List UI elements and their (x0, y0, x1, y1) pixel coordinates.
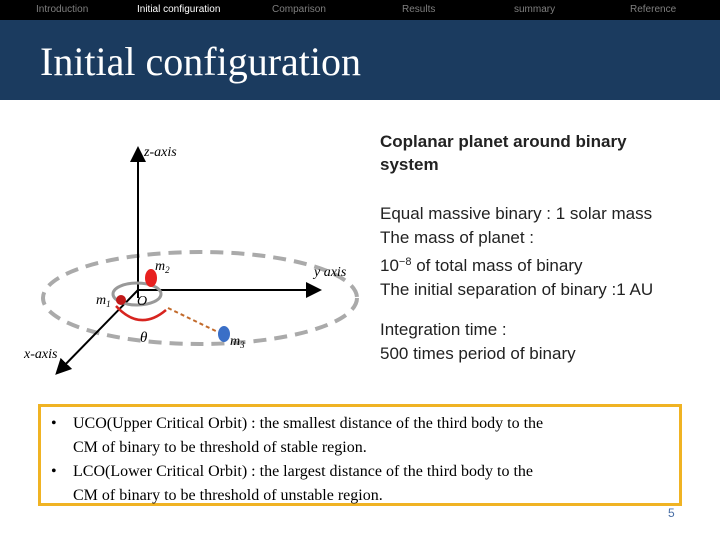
bullet-uco-line2: CM of binary to be threshold of stable region. (73, 439, 367, 456)
m3-label: $m_3$ (230, 334, 245, 350)
bullet-uco-line1: UCO(Upper Critical Orbit) : the smallest distance of the third body to the (73, 415, 544, 432)
z-axis-label: z-axis (144, 145, 177, 160)
configuration-info (380, 130, 710, 366)
info-heading-line2: system (380, 155, 439, 174)
planet-mass-rest: of total mass of binary (411, 256, 583, 275)
info-binary-mass: Equal massive binary : 1 solar mass (380, 204, 653, 223)
bullet-lco-text (73, 460, 673, 508)
m3-body (218, 326, 230, 342)
info-planet-mass-label: The mass of planet : (380, 228, 535, 247)
bullet-dot: • (51, 463, 57, 480)
nav-item-summary[interactable]: summary (514, 4, 556, 15)
m2-label: $m_2$ (155, 259, 170, 275)
info-heading-line1: Coplanar planet around binary (380, 132, 627, 151)
outer-orbit (43, 252, 357, 344)
m1-label: $m_1$ (96, 293, 111, 309)
bullet-lco-line2: CM of binary to be threshold of unstable region. (73, 487, 383, 504)
theta-label: θ (140, 330, 148, 346)
info-planet-mass-value (380, 250, 710, 278)
planet-mass-base: 10 (380, 256, 399, 275)
origin-label: O (137, 294, 148, 309)
bullet-dot: • (51, 415, 57, 432)
m1-body (116, 295, 126, 305)
orbit-diagram (0, 120, 370, 380)
definitions-box (38, 404, 682, 506)
bullet-uco-text (73, 412, 673, 460)
bullet-lco-line1: LCO(Lower Critical Orbit) : the largest distance of the third body to the (73, 463, 534, 480)
planet-mass-exponent: −8 (398, 256, 412, 268)
page-number: 5 (668, 506, 675, 520)
nav-bar (0, 0, 720, 20)
m3-separation-line (168, 308, 222, 334)
x-axis-label: x-axis (24, 347, 58, 362)
info-integration-time-value: 500 times period of binary (380, 344, 576, 363)
nav-item-initial-configuration[interactable]: Initial configuration (137, 4, 221, 15)
nav-item-results[interactable]: Results (402, 4, 436, 15)
nav-item-introduction[interactable]: Introduction (36, 4, 89, 15)
info-integration-time-label: Integration time : (380, 320, 507, 339)
y-axis-label: y axis (314, 265, 347, 280)
slide-title: Initial configuration (40, 39, 362, 84)
nav-item-comparison[interactable]: Comparison (272, 4, 326, 15)
nav-item-reference[interactable]: Reference (630, 4, 677, 15)
info-initial-separation: The initial separation of binary :1 AU (380, 280, 654, 299)
